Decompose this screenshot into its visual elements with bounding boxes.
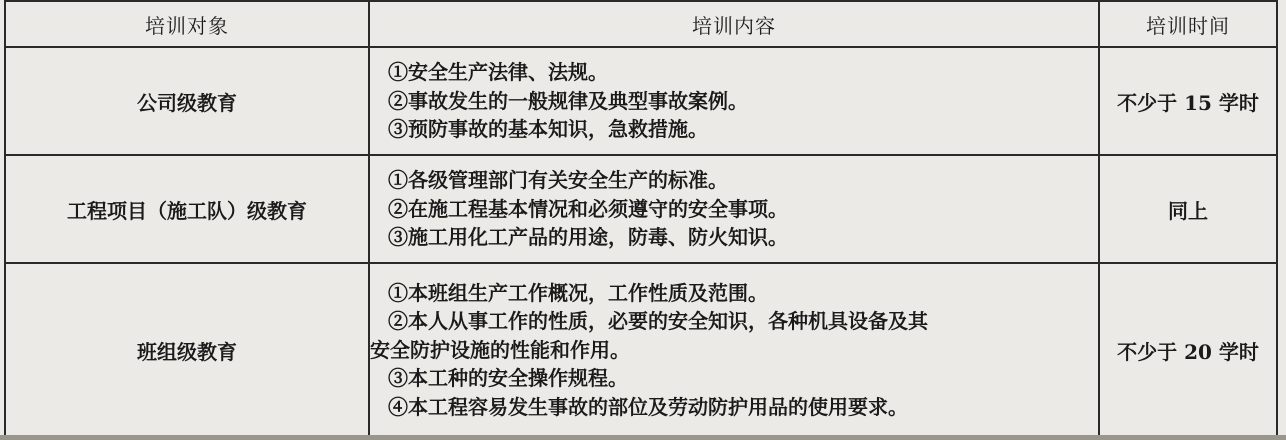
cell-content <box>369 263 1099 437</box>
content-line: ③本工种的安全操作规程。 <box>388 366 628 391</box>
table-row <box>5 47 1277 155</box>
content-line: ③施工用化工产品的用途，防毒、防火知识。 <box>388 225 788 250</box>
content-line: ③预防事故的基本知识，急救措施。 <box>388 117 708 142</box>
content-line: ②在施工程基本情况和必须遵守的安全事项。 <box>388 196 788 221</box>
cell-target: 公司级教育 <box>5 47 369 155</box>
header-time: 培训时间 <box>1099 1 1277 47</box>
cell-time: 不少于 15 学时 <box>1099 47 1277 155</box>
content-line: ②事故发生的一般规律及典型事故案例。 <box>388 88 748 113</box>
content-line: ②本人从事工作的性质，必要的安全知识，各种机具设备及其 <box>388 309 928 334</box>
cell-content <box>369 47 1099 155</box>
header-row <box>5 1 1277 47</box>
table-row <box>5 155 1277 263</box>
header-target: 培训对象 <box>5 1 369 47</box>
cell-target: 工程项目（施工队）级教育 <box>5 155 369 263</box>
content-line: ①本班组生产工作概况，工作性质及范围。 <box>388 280 768 305</box>
page-bottom-edge <box>0 435 1286 440</box>
table-row <box>5 263 1277 437</box>
header-content: 培训内容 <box>369 1 1099 47</box>
training-table <box>4 0 1278 438</box>
cell-time: 不少于 20 学时 <box>1099 263 1277 437</box>
cell-target: 班组级教育 <box>5 263 369 437</box>
content-line: ①各级管理部门有关安全生产的标准。 <box>388 168 728 193</box>
cell-time: 同上 <box>1099 155 1277 263</box>
content-line: ④本工程容易发生事故的部位及劳动防护用品的使用要求。 <box>388 394 908 419</box>
content-line: 安全防护设施的性能和作用。 <box>370 337 630 362</box>
cell-content <box>369 155 1099 263</box>
content-line: ①安全生产法律、法规。 <box>388 60 608 85</box>
